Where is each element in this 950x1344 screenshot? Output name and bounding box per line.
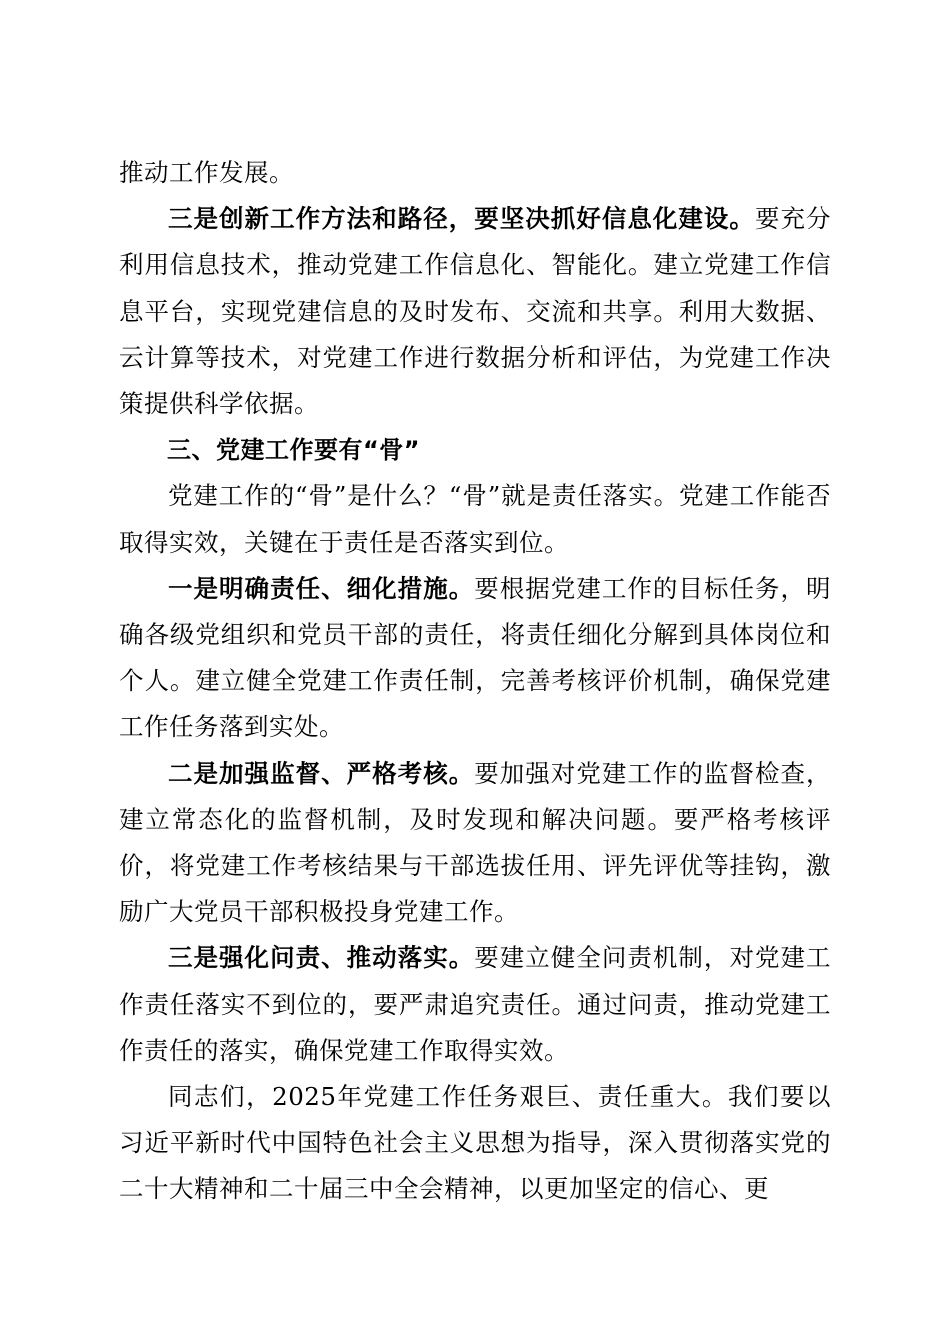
paragraph-clarify-responsibility (119, 566, 831, 751)
paragraph-text: 要根据党建工作的目标任务，明确各级党组织和党员干部的责任，将责任细化分解到具体岗位和个人。建立健全党建工作责任制，完善考核评价机制，确保党建工作任务落到实处。 (119, 573, 832, 742)
paragraph-accountability (119, 935, 831, 1074)
paragraph-bone-definition (119, 473, 831, 565)
document-body (119, 150, 831, 1213)
paragraph-text: 要充分利用信息技术，推动党建工作信息化、智能化。建立党建工作信息平台，实现党建信息的及时发布、交流和共享。利用大数据、云计算等技术，对党建工作进行数据分析和评估，为党建工作决策提供科学依据。 (119, 204, 832, 419)
paragraph-lead-bold: 三是创新工作方法和路径，要坚决抓好信息化建设。 (168, 204, 755, 234)
paragraph-text: 要建立健全问责机制，对党建工作责任落实不到位的，要严肃追究责任。通过问责，推动党建工作责任的落实，确保党建工作取得实效。 (119, 943, 832, 1065)
paragraph-lead-bold: 三是强化问责、推动落实。 (168, 943, 475, 973)
paragraph-continuation (119, 150, 831, 196)
paragraph-closing (119, 1074, 831, 1213)
paragraph-text: 推动工作发展。 (119, 158, 294, 187)
section-heading: 三、党建工作要有“骨” (167, 436, 421, 465)
paragraph-supervision (119, 751, 831, 936)
paragraph-lead-bold: 二是加强监督、严格考核。 (168, 758, 475, 788)
paragraph-text: 要加强对党建工作的监督检查，建立常态化的监督机制，及时发现和解决问题。要严格考核评价，将党建工作考核结果与干部选拔任用、评先评优等挂钩，激励广大党员干部积极投身党建工作。 (119, 758, 832, 927)
paragraph-text: 党建工作的“骨”是什么？“骨”就是责任落实。党建工作能否取得实效，关键在于责任是否落实到位。 (119, 481, 831, 557)
paragraph-text: 同志们，2025年党建工作任务艰巨、责任重大。我们要以习近平新时代中国特色社会主义思想为指导，深入贯彻落实党的二十大精神和二十届三中全会精神，以更加坚定的信心、更 (119, 1082, 831, 1204)
paragraph-lead-bold: 一是明确责任、细化措施。 (168, 573, 475, 603)
paragraph-information-building (119, 196, 831, 427)
